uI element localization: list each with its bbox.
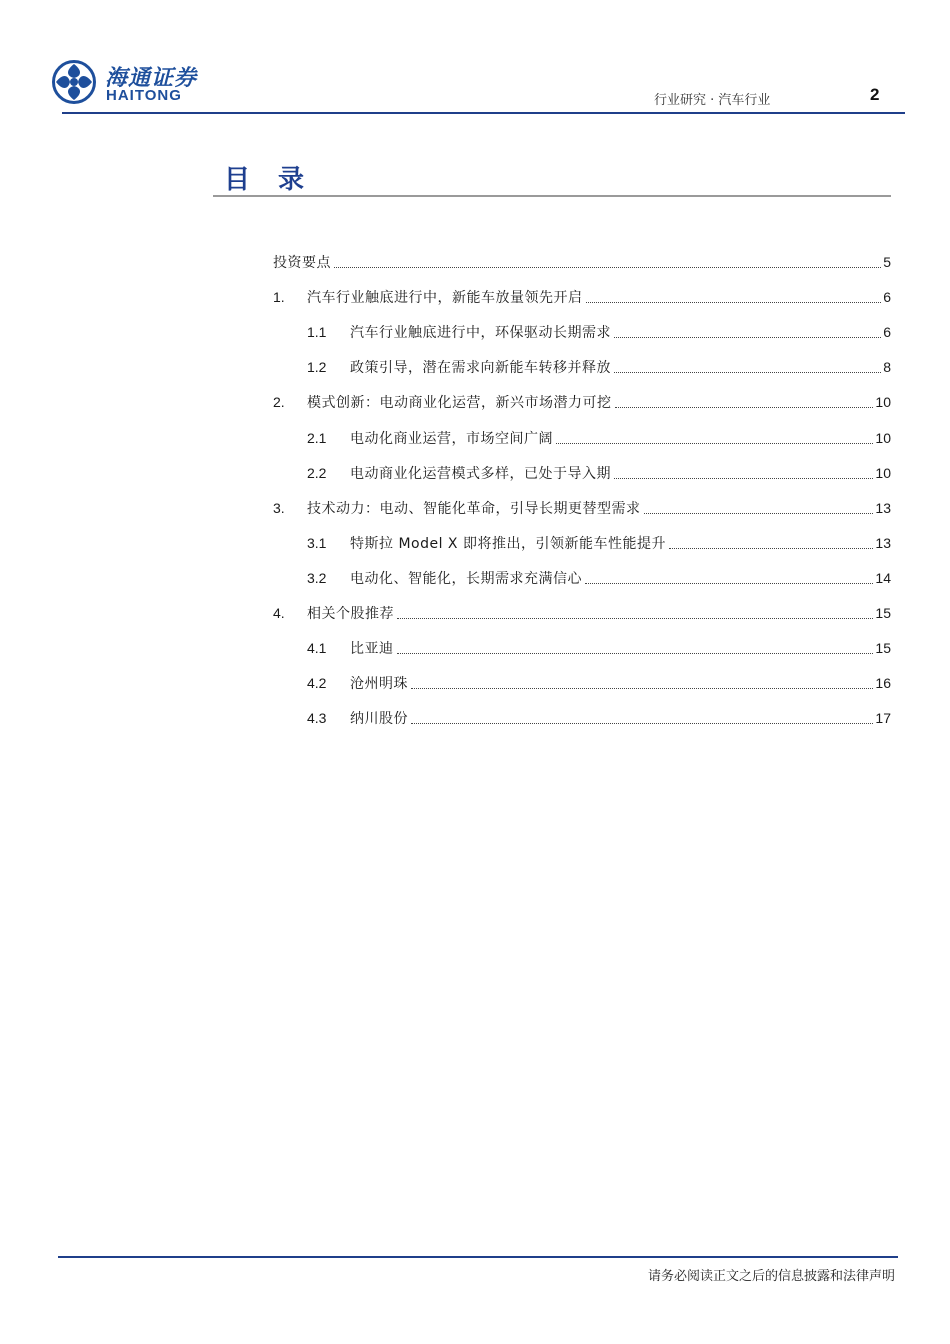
logo-english-name: HAITONG [106,87,182,104]
toc-dot-leader [615,407,874,408]
toc-entry-number: 4.1 [307,640,327,656]
toc-entry-page: 17 [875,710,891,726]
toc-entry[interactable] [307,463,891,483]
toc-entry-number: 1.1 [307,324,327,340]
toc-entry[interactable] [307,533,891,553]
toc-entry-title: 相关个股推荐 [307,606,394,622]
toc-dot-leader [614,372,881,373]
toc-entry[interactable] [307,673,891,693]
toc-entry[interactable] [273,252,891,272]
toc-entry-title: 电动化商业运营，市场空间广阔 [350,431,553,447]
toc-dot-leader [397,618,873,619]
toc-entry-page: 14 [875,570,891,586]
toc-entry-title: 投资要点 [273,255,331,271]
toc-entry[interactable] [307,428,891,448]
toc-entry[interactable] [307,568,891,588]
toc-entry-page: 13 [875,535,891,551]
toc-entry-number: 2. [273,394,285,410]
logo-chinese-name: 海通证券 [105,65,198,91]
toc-entry-page: 15 [875,605,891,621]
toc-entry-title: 汽车行业触底进行中，环保驱动长期需求 [350,325,611,341]
toc-entry-number: 1.2 [307,359,327,375]
toc-title: 目录 [224,165,333,195]
toc-dot-leader [411,688,873,689]
toc-entry[interactable] [307,638,891,658]
toc-entry[interactable] [273,498,891,518]
toc-entry[interactable] [273,603,891,623]
toc-entry-page: 8 [883,359,891,375]
toc-entry[interactable] [307,322,891,342]
toc-entry-title: 比亚迪 [350,641,394,657]
report-category: 行业研究 · 汽车行业 [654,93,771,108]
toc-entry-number: 2.2 [307,465,327,481]
toc-title-divider [213,195,891,197]
toc-entry-page: 6 [883,289,891,305]
toc-entry-title: 技术动力：电动、智能化革命，引导长期更替型需求 [307,501,641,517]
toc-dot-leader [644,513,874,514]
toc-entry-number: 3. [273,500,285,516]
toc-entry-title: 电动商业化运营模式多样，已处于导入期 [350,466,611,482]
toc-entry-page: 5 [883,254,891,270]
toc-entry-title: 电动化、智能化，长期需求充满信心 [350,571,582,587]
toc-entry-number: 4.3 [307,710,327,726]
toc-entry-page: 13 [875,500,891,516]
toc-entry-title: 汽车行业触底进行中，新能车放量领先开启 [307,290,583,306]
toc-entry-number: 4. [273,605,285,621]
toc-dot-leader [614,337,881,338]
toc-entry-page: 15 [875,640,891,656]
footer-divider [58,1256,898,1258]
toc-entry-page: 10 [875,465,891,481]
toc-entry[interactable] [307,357,891,377]
haitong-logo-icon [52,60,96,104]
toc-entry-page: 6 [883,324,891,340]
toc-entry-page: 10 [875,430,891,446]
toc-entry-page: 16 [875,675,891,691]
toc-entry[interactable] [273,287,891,307]
toc-entry-number: 2.1 [307,430,327,446]
toc-entry[interactable] [307,708,891,728]
header-divider [62,112,905,114]
toc-entry[interactable] [273,392,891,412]
footer-disclaimer: 请务必阅读正文之后的信息披露和法律声明 [647,1269,895,1284]
toc-dot-leader [334,267,881,268]
toc-entry-number: 3.2 [307,570,327,586]
toc-entry-page: 10 [875,394,891,410]
toc-dot-leader [397,653,874,654]
toc-entry-number: 3.1 [307,535,327,551]
toc-dot-leader [411,723,873,724]
toc-entry-title: 纳川股份 [350,711,408,727]
toc-entry-title: 政策引导，潜在需求向新能车转移并释放 [350,360,611,376]
toc-dot-leader [614,478,873,479]
page-number: 2 [870,85,880,104]
toc-dot-leader [669,548,873,549]
toc-entry-title: 特斯拉 Model X 即将推出，引领新能车性能提升 [350,536,666,552]
toc-dot-leader [586,302,882,303]
toc-entry-number: 4.2 [307,675,327,691]
toc-entry-number: 1. [273,289,285,305]
toc-dot-leader [585,583,873,584]
toc-entry-title: 沧州明珠 [350,676,408,692]
toc-entry-title: 模式创新：电动商业化运营，新兴市场潜力可挖 [307,395,612,411]
toc-dot-leader [556,443,873,444]
